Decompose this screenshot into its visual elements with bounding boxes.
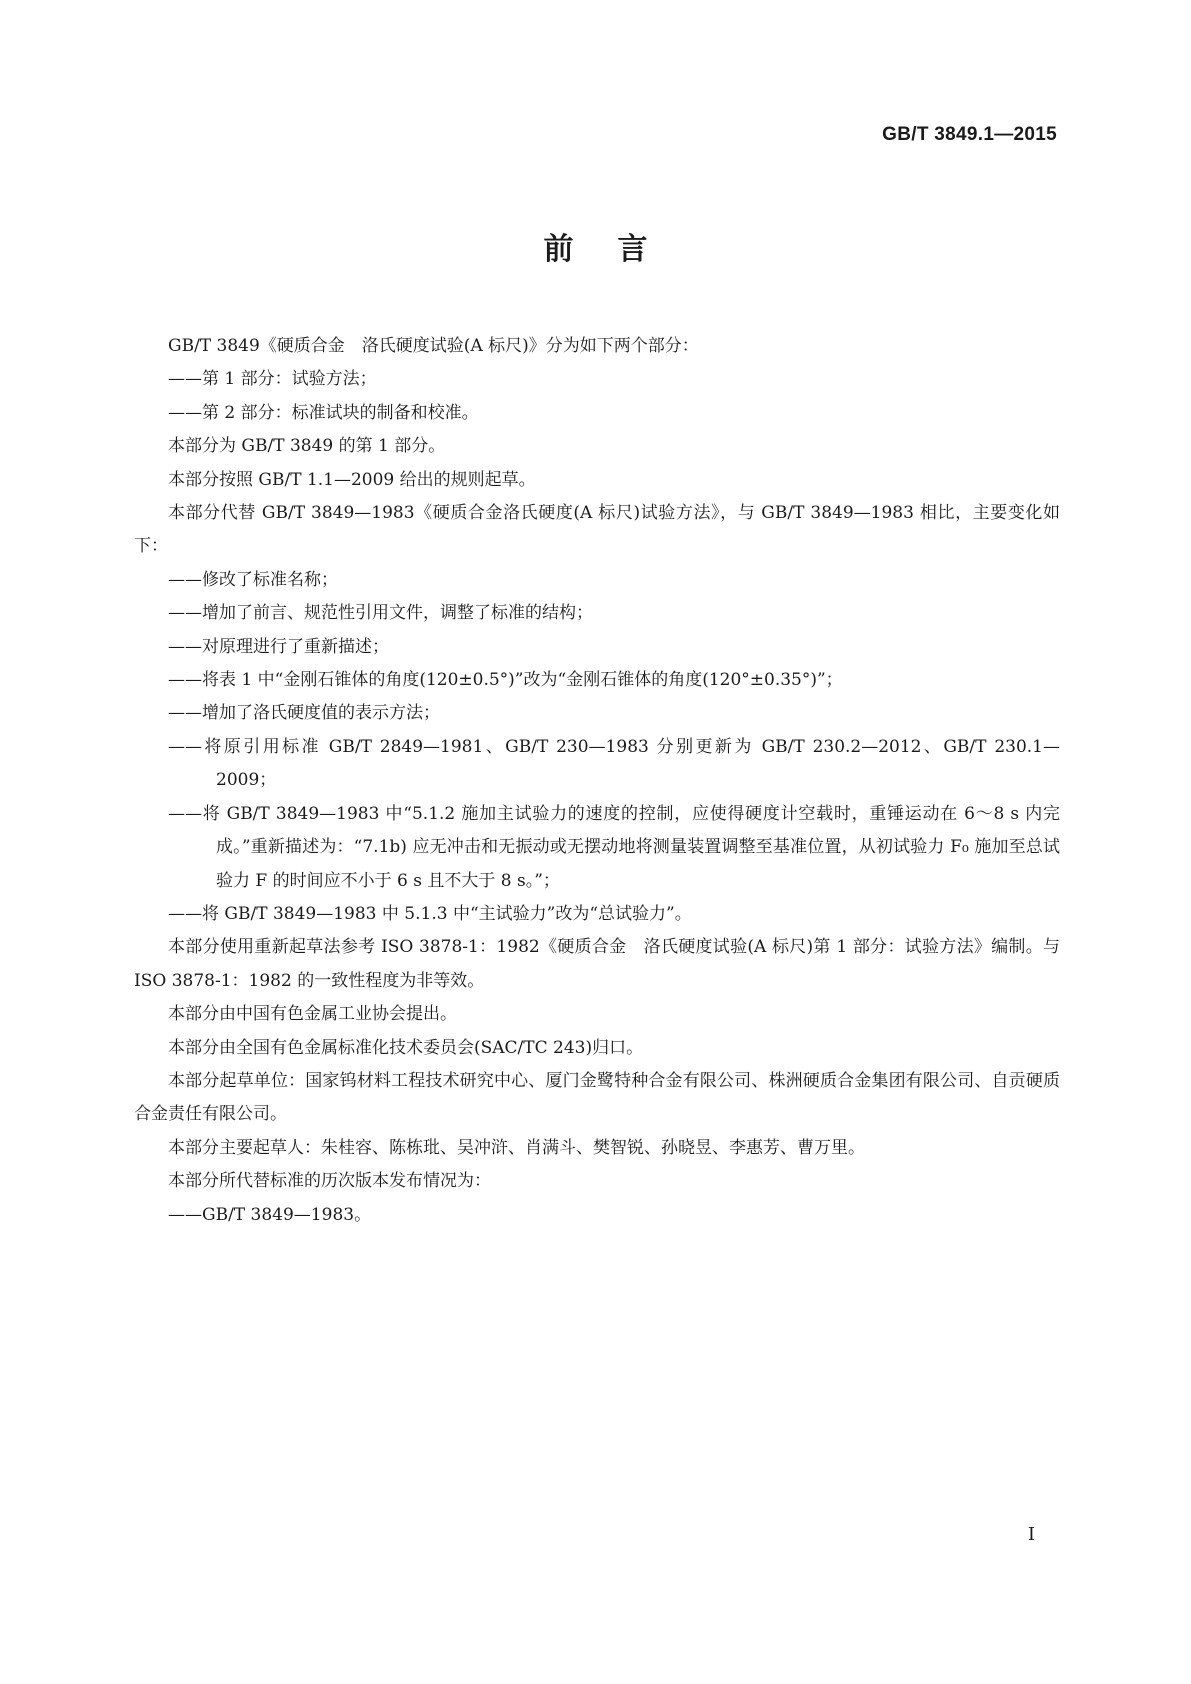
list-item-change: ——增加了前言、规范性引用文件，调整了标准的结构； — [168, 603, 593, 624]
paragraph-parts-intro: GB/T 3849《硬质合金 洛氏硬度试验(A 标尺)》分为如下两个部分： — [168, 336, 699, 356]
paragraph-committee: 本部分由全国有色金属标准化技术委员会(SAC/TC 243)归口。 — [168, 1037, 644, 1058]
foreword-body — [134, 330, 1060, 1232]
page-title: 前言 — [543, 232, 692, 267]
standard-number: GB/T 3849.1—2015 — [882, 124, 1057, 145]
list-item-change: ——增加了洛氏硬度值的表示方法； — [168, 703, 440, 724]
list-item-part-2: ——第 2 部分：标准试块的制备和校准。 — [168, 402, 479, 423]
list-item-change: ——将表 1 中“金刚石锥体的角度(120±0.5°)”改为“金刚石锥体的角度(120°±0.35°)”； — [168, 670, 843, 691]
paragraph-proposer: 本部分由中国有色金属工业协会提出。 — [168, 1004, 457, 1025]
list-item-change: ——将 GB/T 3849—1983 中 5.1.3 中“主试验力”改为“总试验力”。 — [168, 903, 692, 924]
list-item-change: ——修改了标准名称； — [168, 569, 338, 590]
list-item-change: ——对原理进行了重新描述； — [168, 636, 389, 657]
paragraph-history: 本部分所代替标准的历次版本发布情况为： — [168, 1171, 491, 1192]
paragraph-part-scope: 本部分为 GB/T 3849 的第 1 部分。 — [168, 436, 446, 457]
list-item-part-1: ——第 1 部分：试验方法； — [168, 369, 377, 390]
page-number: I — [1027, 1524, 1035, 1545]
list-item-history: ——GB/T 3849—1983。 — [168, 1204, 372, 1225]
paragraph-iso-reference: 本部分使用重新起草法参考 ISO 3878-1：1982《硬质合金 洛氏硬度试验(A 标尺)第 1 部分：试验方法》编制。与 ISO 3878-1：1982 的一致性程度为非等效。 — [134, 937, 1060, 991]
paragraph-drafters: 本部分主要起草人：朱桂容、陈栋玭、吴冲浒、肖满斗、樊智锐、孙晓昱、李惠芳、曹万里。 — [168, 1137, 865, 1158]
paragraph-drafting-rules: 本部分按照 GB/T 1.1—2009 给出的规则起草。 — [168, 469, 536, 490]
paragraph-replacement: 本部分代替 GB/T 3849—1983《硬质合金洛氏硬度(A 标尺)试验方法》，与 GB/T 3849—1983 相比，主要变化如下： — [134, 503, 1060, 557]
list-item-change: ——将 GB/T 3849—1983 中“5.1.2 施加主试验力的速度的控制，应使得硬度计空载时，重锤运动在 6～8 s 内完成。”重新描述为：“7.1b) 应无冲击和无振动或无摆动地将测量装置调整至基准位置，从初试验力 F₀ 施加至总试验力 F 的时间应不小于 6 s 且不大于 8 s。”； — [168, 803, 1060, 891]
paragraph-drafting-units: 本部分起草单位：国家钨材料工程技术研究中心、厦门金鹭特种合金有限公司、株洲硬质合金集团有限公司、自贡硬质合金责任有限公司。 — [134, 1070, 1060, 1125]
list-item-change: ——将原引用标准 GB/T 2849—1981、GB/T 230—1983 分别更新为 GB/T 230.2—2012、GB/T 230.1—2009； — [168, 736, 1060, 791]
